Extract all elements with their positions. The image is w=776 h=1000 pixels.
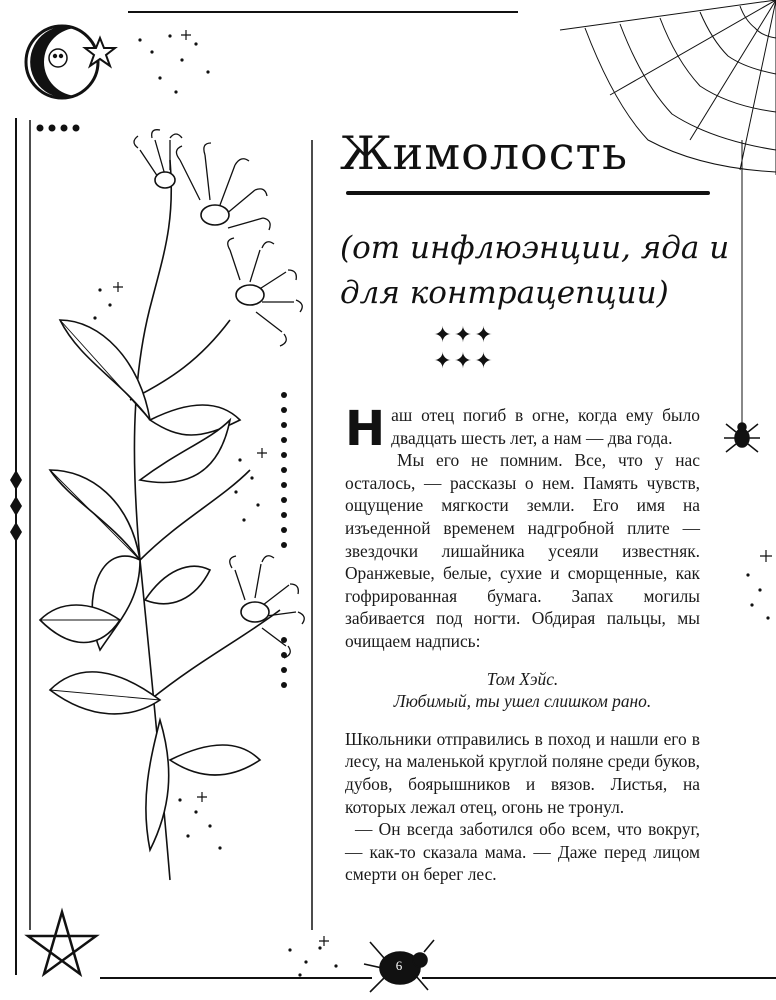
paragraph-3: Школьники отправились в поход и нашли его в лесу, на маленькой круглой поляне среди буков, дубов, боярышников и вязов. Листья, на которых лежал отец, огонь не тронул.	[345, 728, 700, 817]
ornament-divider: ✦✦✦ ✦✦✦	[433, 322, 495, 373]
paragraph-1	[345, 401, 700, 457]
paragraph-4: — Он всегда заботился обо всем, что вокруг, — как-то сказала мама. — Даже перед лицом смерти он берег лес.	[345, 819, 700, 885]
paragraph-2: Мы его не помним. Все, что у нас осталось, — рассказы о нем. Память чувств, ощущение мягкости земли. Его имя на изъеденной временем надгробной плите — звездочки лишайника усеяли известняк. Оранжевые, белые, сухие и сморщенные, как гофрированная бумага. Запах могилы забивается под ногти. Обдирая пальцы, мы очищаем надпись:	[345, 450, 700, 651]
body-text	[345, 401, 700, 886]
page-subtitle: (от инфлюэнции, яда и для контрацепции)	[340, 230, 730, 311]
title-underline	[346, 191, 710, 195]
drop-cap: Н	[345, 401, 386, 457]
epitaph-line-1: Том Хэйс.	[486, 668, 559, 689]
epitaph	[345, 668, 700, 713]
epitaph-line-2: Любимый, ты ушел слишком рано.	[393, 691, 652, 712]
honeysuckle-illustration	[40, 130, 304, 880]
paragraph-1-text: аш отец погиб в огне, когда ему было двадцать шесть лет, а нам — два года.	[391, 405, 700, 448]
page-number: 6	[395, 958, 403, 973]
pentagram-icon	[28, 912, 96, 974]
spider-icon	[724, 423, 760, 452]
page-title: Жимолость	[340, 126, 628, 180]
moon-skull-icon	[26, 26, 98, 98]
